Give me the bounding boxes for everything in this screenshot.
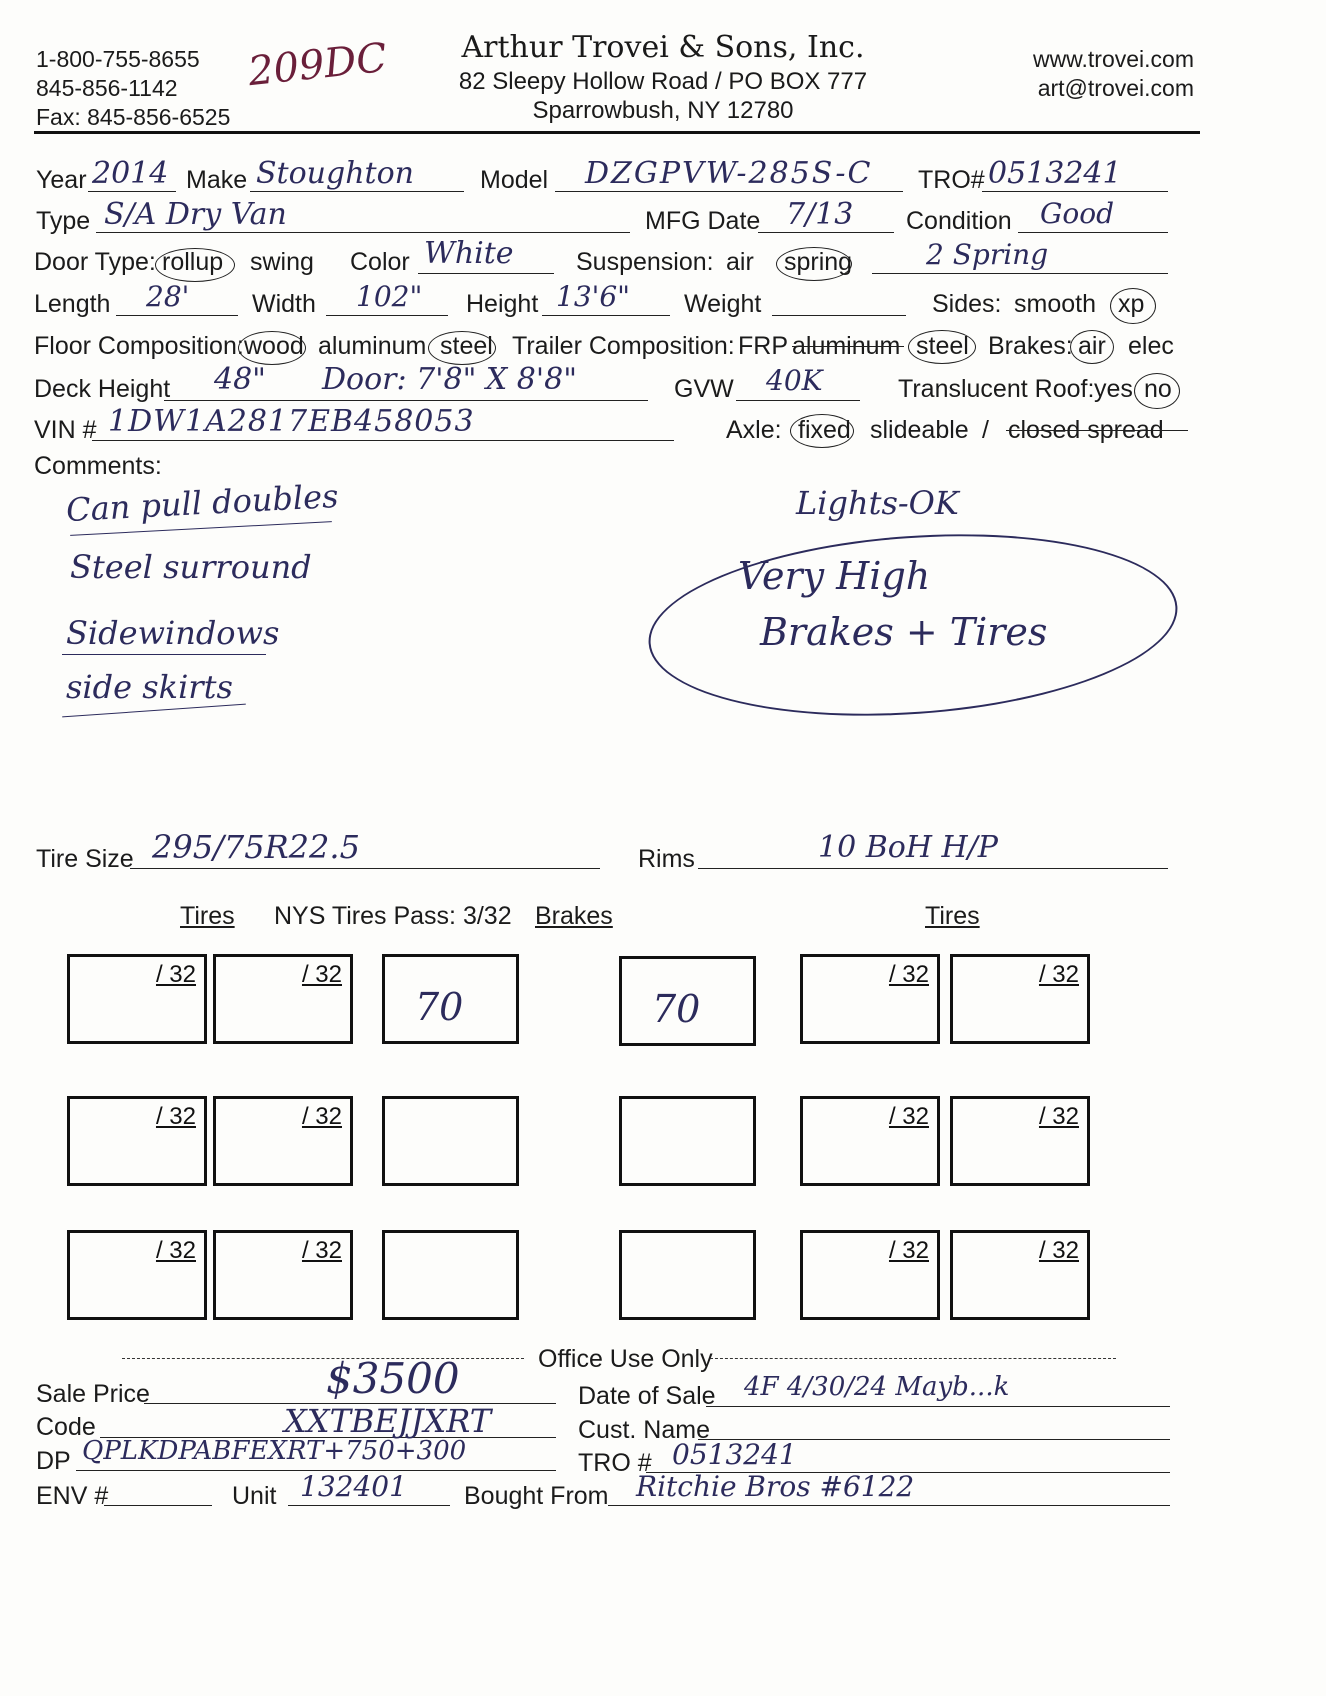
tire-box[interactable]: / 32 (800, 1096, 940, 1186)
circled-comment-2: Brakes + Tires (760, 610, 1048, 654)
gvw-value: 40K (766, 364, 823, 397)
length-label: Length (34, 290, 111, 318)
code-value: XXTBEJJXRT (284, 1402, 492, 1440)
mfg-date-label: MFG Date (645, 207, 761, 235)
axle-slash: / (982, 416, 989, 444)
width-label: Width (252, 290, 316, 318)
sale-price-value: $3500 (326, 1354, 460, 1403)
suspension-spring-option: spring (784, 248, 853, 276)
year-value: 2014 (92, 156, 169, 191)
translucent-roof-label: Translucent Roof: (898, 375, 1095, 403)
xp-circle (1110, 288, 1156, 324)
tro-label: TRO# (918, 166, 985, 194)
tire-box[interactable]: / 32 (67, 954, 207, 1044)
tire-box[interactable]: / 32 (800, 1230, 940, 1320)
height-value: 13'6" (556, 280, 631, 313)
suspension-value: 2 Spring (926, 238, 1049, 271)
model-label: Model (480, 166, 549, 194)
code-label: Code (36, 1413, 96, 1441)
tire-box[interactable]: / 32 (950, 1230, 1090, 1320)
dp-label: DP (36, 1447, 71, 1475)
condition-label: Condition (906, 207, 1012, 235)
brakes-header: Brakes (535, 902, 613, 930)
trailer-aluminum-option: aluminum (792, 332, 901, 360)
tro-value: 0513241 (988, 156, 1122, 191)
brakes-air-option: air (1078, 332, 1106, 360)
brake-box[interactable] (382, 1096, 519, 1186)
type-value: S/A Dry Van (104, 197, 287, 232)
door-type-label: Door Type: (34, 248, 156, 276)
company-address-2: Sparrowbush, NY 12780 (532, 97, 794, 124)
wood-circle (238, 331, 306, 365)
sides-label: Sides: (932, 290, 1002, 318)
deck-height-label: Deck Height (34, 375, 171, 403)
unit-label: Unit (232, 1482, 277, 1510)
trailer-steel-option: steel (916, 332, 969, 360)
height-label: Height (466, 290, 539, 318)
tire-box[interactable]: / 32 (213, 954, 353, 1044)
office-divider-right (710, 1358, 1116, 1359)
comment-line-3: Sidewindows (66, 614, 280, 652)
length-value: 28' (146, 280, 190, 313)
tire-box[interactable]: / 32 (800, 954, 940, 1044)
nys-tires-pass: NYS Tires Pass: 3/32 (274, 902, 512, 930)
color-value: White (424, 236, 514, 271)
bought-from-label: Bought From (464, 1482, 609, 1510)
sides-xp-option: xp (1118, 290, 1145, 318)
brake-box[interactable] (619, 1230, 756, 1320)
gvw-label: GVW (674, 375, 734, 403)
door-swing-option: swing (250, 248, 314, 276)
rims-value: 10 BoH H/P (818, 830, 998, 865)
office-use-heading: Office Use Only (538, 1345, 713, 1373)
roof-yes-option: yes (1094, 375, 1133, 403)
date-of-sale-label: Date of Sale (578, 1382, 716, 1410)
door-rollup-option: rollup (162, 248, 224, 276)
comment-line-2: Steel surround (70, 548, 312, 586)
model-value: DZGPVW-285S-C (585, 156, 873, 191)
roof-no-circle (1134, 373, 1180, 409)
website: www.trovei.com (1032, 46, 1194, 72)
brake-box[interactable] (382, 1230, 519, 1320)
brake-box[interactable]: 70 (382, 954, 519, 1044)
bought-from-value: Ritchie Bros #6122 (636, 1470, 915, 1503)
floor-wood-option: wood (244, 332, 304, 360)
tire-box[interactable]: / 32 (950, 1096, 1090, 1186)
rims-label: Rims (638, 845, 695, 873)
handwritten-code: 209DC (245, 34, 390, 96)
tire-box[interactable]: / 32 (950, 954, 1090, 1044)
type-label: Type (36, 207, 91, 235)
rollup-circle (155, 248, 235, 282)
trailer-composition-label: Trailer Composition: (512, 332, 735, 360)
axle-label: Axle: (726, 416, 782, 444)
brakes-elec-option: elec (1128, 332, 1174, 360)
trailer-steel-circle (908, 330, 976, 364)
office-divider-left (122, 1358, 524, 1359)
header-rule (34, 131, 1200, 134)
comment-line-4: side skirts (66, 668, 233, 706)
axle-closed-spread-option: closed spread (1008, 416, 1164, 444)
comments-label: Comments: (34, 452, 162, 480)
trailer-frp-option: FRP (738, 332, 788, 360)
spring-circle (776, 247, 852, 281)
comment-line-1: Can pull doubles (65, 476, 340, 530)
suspension-label: Suspension: (576, 248, 714, 276)
tro-office-label: TRO # (578, 1449, 652, 1477)
company-name: Arthur Trovei & Sons, Inc. (461, 30, 865, 65)
fixed-circle (790, 414, 854, 448)
suspension-air-option: air (726, 248, 754, 276)
floor-aluminum-option: aluminum (318, 332, 427, 360)
tires-right-header: Tires (925, 902, 980, 930)
company-address-1: 82 Sleepy Hollow Road / PO BOX 777 (458, 68, 868, 95)
phone-2: 845-856-1142 (36, 75, 178, 101)
make-label: Make (186, 166, 248, 194)
vin-value: 1DW1A2817EB458053 (108, 404, 475, 439)
floor-composition-label: Floor Composition: (34, 332, 244, 360)
env-label: ENV # (36, 1482, 109, 1510)
cust-name-label: Cust. Name (578, 1416, 710, 1444)
sale-price-label: Sale Price (36, 1380, 150, 1408)
tire-box[interactable]: / 32 (67, 1230, 207, 1320)
brake-box[interactable]: 70 (619, 956, 756, 1046)
lights-comment: Lights-OK (796, 484, 959, 522)
deck-height-value: 48" (214, 362, 266, 397)
tro-office-value: 0513241 (672, 1438, 797, 1471)
width-value: 102" (356, 280, 423, 313)
tire-box[interactable]: / 32 (67, 1096, 207, 1186)
tire-box[interactable]: / 32 (213, 1230, 353, 1320)
sides-smooth-option: smooth (1014, 290, 1096, 318)
tire-size-value: 295/75R22.5 (152, 828, 360, 866)
condition-value: Good (1040, 197, 1115, 230)
email: art@trovei.com (1037, 75, 1194, 101)
door-dimensions: Door: 7'8" X 8'8" (322, 362, 578, 397)
tire-box[interactable]: / 32 (213, 1096, 353, 1186)
weight-label: Weight (684, 290, 762, 318)
brakes-air-circle (1070, 330, 1114, 364)
tires-left-header: Tires (180, 902, 235, 930)
axle-slideable-option: slideable (870, 416, 969, 444)
axle-fixed-option: fixed (798, 416, 851, 444)
fax-number: Fax: 845-856-6525 (36, 104, 231, 130)
vin-label: VIN # (34, 416, 97, 444)
floor-steel-option: steel (440, 332, 493, 360)
date-of-sale-value: 4F 4/30/24 Mayb...k (744, 1372, 1010, 1402)
year-label: Year (36, 166, 87, 194)
dp-value: QPLKDPABFEXRT+750+300 (82, 1436, 467, 1466)
color-label: Color (350, 248, 410, 276)
make-value: Stoughton (256, 156, 414, 191)
mfg-date-value: 7/13 (786, 197, 854, 232)
circled-comment-1: Very High (738, 554, 931, 598)
brake-box[interactable] (619, 1096, 756, 1186)
phone-1: 1-800-755-8655 (36, 46, 200, 72)
brakes-label: Brakes: (988, 332, 1073, 360)
roof-no-option: no (1144, 375, 1172, 403)
tire-size-label: Tire Size (36, 845, 134, 873)
floor-steel-circle (428, 331, 496, 365)
unit-value: 132401 (300, 1470, 407, 1503)
